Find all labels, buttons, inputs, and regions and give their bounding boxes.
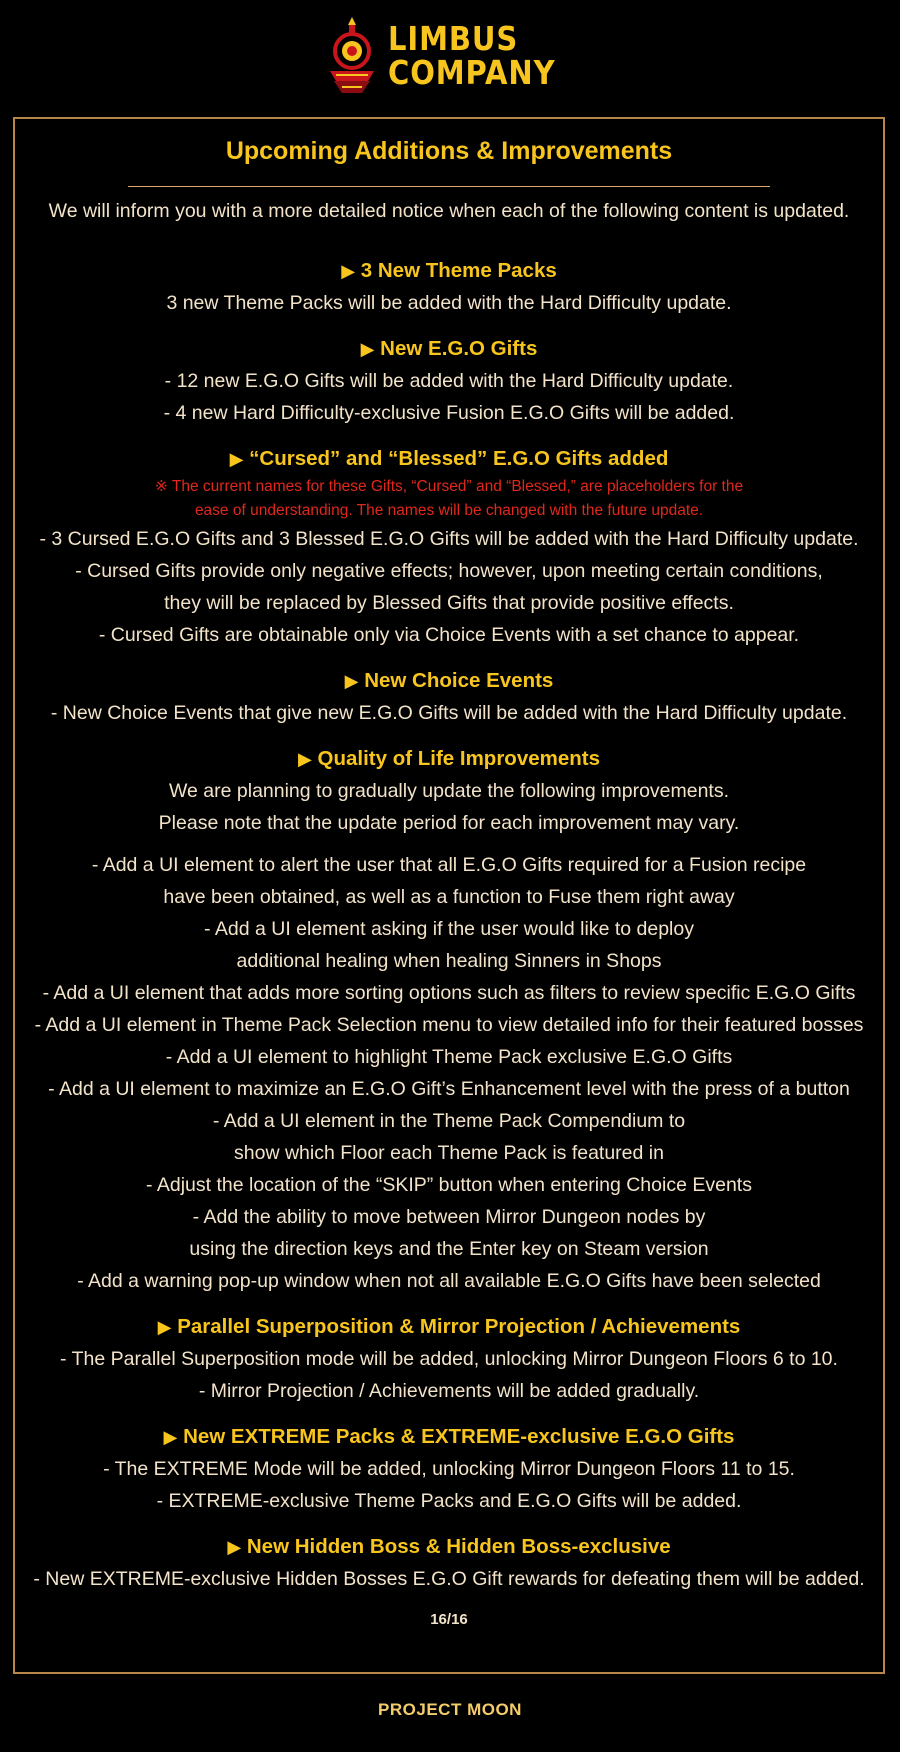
train-emblem-icon: [322, 15, 382, 97]
qol-item: - Add a warning pop-up window when not all available E.G.O Gifts have been selected: [77, 1270, 821, 1292]
play-triangle-icon: ▶: [297, 749, 312, 769]
section-line: they will be replaced by Blessed Gifts that provide positive effects.: [164, 592, 734, 614]
qol-item: - Add the ability to move between Mirror Dungeon nodes by: [192, 1206, 706, 1228]
section-theme-packs: [15, 255, 883, 319]
qol-item: - Adjust the location of the “SKIP” button when entering Choice Events: [146, 1174, 752, 1196]
section-title-text: New E.G.O Gifts: [380, 337, 538, 360]
section-quality-of-life: [15, 743, 883, 1297]
section-title-text: New Choice Events: [364, 669, 554, 692]
play-triangle-icon: ▶: [341, 261, 356, 281]
section-title-text: 3 New Theme Packs: [360, 259, 557, 282]
notice-title: Upcoming Additions & Improvements: [225, 137, 673, 165]
notice-panel: [13, 117, 885, 1674]
section-parallel-superposition: [15, 1311, 883, 1407]
play-triangle-icon: ▶: [360, 339, 375, 359]
section-line: - 12 new E.G.O Gifts will be added with the Hard Difficulty update.: [164, 370, 734, 392]
section-extreme-packs: [15, 1421, 883, 1517]
section-choice-events: [15, 665, 883, 729]
section-title-text: New EXTREME Packs & EXTREME-exclusive E.G.O Gifts: [183, 1425, 735, 1448]
placeholder-note: ease of understanding. The names will be changed with the future update.: [194, 502, 704, 519]
section-cursed-blessed: [15, 443, 883, 651]
section-title: [15, 333, 883, 365]
section-line: - 3 Cursed E.G.O Gifts and 3 Blessed E.G.O Gifts will be added with the Hard Difficulty update.: [39, 528, 859, 550]
section-ego-gifts: [15, 333, 883, 429]
section-line: Please note that the update period for each improvement may vary.: [158, 812, 740, 834]
section-line: - Cursed Gifts provide only negative effects; however, upon meeting certain conditions,: [75, 560, 823, 582]
section-line: - The EXTREME Mode will be added, unlocking Mirror Dungeon Floors 11 to 15.: [103, 1458, 795, 1480]
section-title: [15, 1531, 883, 1563]
section-line: - New Choice Events that give new E.G.O Gifts will be added with the Hard Difficulty update.: [50, 702, 848, 724]
qol-item: - Add a UI element that adds more sorting options such as filters to review specific E.G.O Gifts: [42, 982, 856, 1004]
title-divider: [128, 186, 770, 187]
qol-item: have been obtained, as well as a function to Fuse them right away: [163, 886, 735, 908]
section-line: - Cursed Gifts are obtainable only via Choice Events with a set chance to appear.: [98, 624, 800, 646]
logo-line-1: LIMBUS: [387, 19, 518, 58]
section-title-text: Parallel Superposition & Mirror Projection / Achievements: [177, 1315, 741, 1338]
section-line: - Mirror Projection / Achievements will be added gradually.: [198, 1380, 700, 1402]
section-title: [15, 743, 883, 775]
section-line: - New EXTREME-exclusive Hidden Bosses E.G.O Gift rewards for defeating them will be added.: [33, 1568, 865, 1590]
logo-line-2: COMPANY: [387, 53, 556, 92]
section-hidden-boss: [15, 1531, 883, 1595]
qol-item: show which Floor each Theme Pack is featured in: [234, 1142, 664, 1164]
section-title-text: New Hidden Boss & Hidden Boss-exclusive: [246, 1535, 671, 1558]
section-title: [15, 255, 883, 287]
section-title-text: Quality of Life Improvements: [317, 747, 601, 770]
qol-item: additional healing when healing Sinners in Shops: [236, 950, 662, 972]
section-title: [15, 665, 883, 697]
qol-item: - Add a UI element asking if the user would like to deploy: [204, 918, 694, 940]
placeholder-note: ※ The current names for these Gifts, “Cursed” and “Blessed,” are placeholders for the: [154, 478, 744, 495]
project-moon-footer: PROJECT MOON: [378, 1700, 522, 1719]
section-line: - The Parallel Superposition mode will be added, unlocking Mirror Dungeon Floors 6 to 10.: [60, 1348, 838, 1370]
play-triangle-icon: ▶: [344, 671, 359, 691]
spacer: [15, 839, 883, 849]
qol-item: - Add a UI element to maximize an E.G.O Gift’s Enhancement level with the press of a button: [48, 1078, 850, 1100]
play-triangle-icon: ▶: [227, 1537, 242, 1557]
logo-wordmark: [387, 19, 556, 92]
section-title: [15, 1421, 883, 1453]
section-line: 3 new Theme Packs will be added with the Hard Difficulty update.: [166, 292, 732, 314]
qol-item: - Add a UI element in the Theme Pack Compendium to: [212, 1110, 686, 1132]
play-triangle-icon: ▶: [163, 1427, 178, 1447]
play-triangle-icon: ▶: [229, 449, 244, 469]
qol-item: - Add a UI element in Theme Pack Selection menu to view detailed info for their featured bosses: [34, 1014, 864, 1036]
page-indicator: 16/16: [430, 1611, 468, 1628]
qol-item: - Add a UI element to alert the user that all E.G.O Gifts required for a Fusion recipe: [91, 854, 807, 876]
section-line: - 4 new Hard Difficulty-exclusive Fusion E.G.O Gifts will be added.: [163, 402, 735, 424]
section-line: - EXTREME-exclusive Theme Packs and E.G.O Gifts will be added.: [156, 1490, 742, 1512]
section-title: [15, 443, 883, 475]
play-triangle-icon: ▶: [157, 1317, 172, 1337]
section-title: [15, 1311, 883, 1343]
qol-item: - Add a UI element to highlight Theme Pack exclusive E.G.O Gifts: [165, 1046, 733, 1068]
notice-intro: We will inform you with a more detailed notice when each of the following content is updated.: [48, 200, 850, 222]
section-line: We are planning to gradually update the following improvements.: [168, 780, 730, 802]
limbus-company-logo: [0, 14, 900, 98]
section-title-text: “Cursed” and “Blessed” E.G.O Gifts added: [249, 447, 669, 470]
qol-item: using the direction keys and the Enter key on Steam version: [189, 1238, 709, 1260]
